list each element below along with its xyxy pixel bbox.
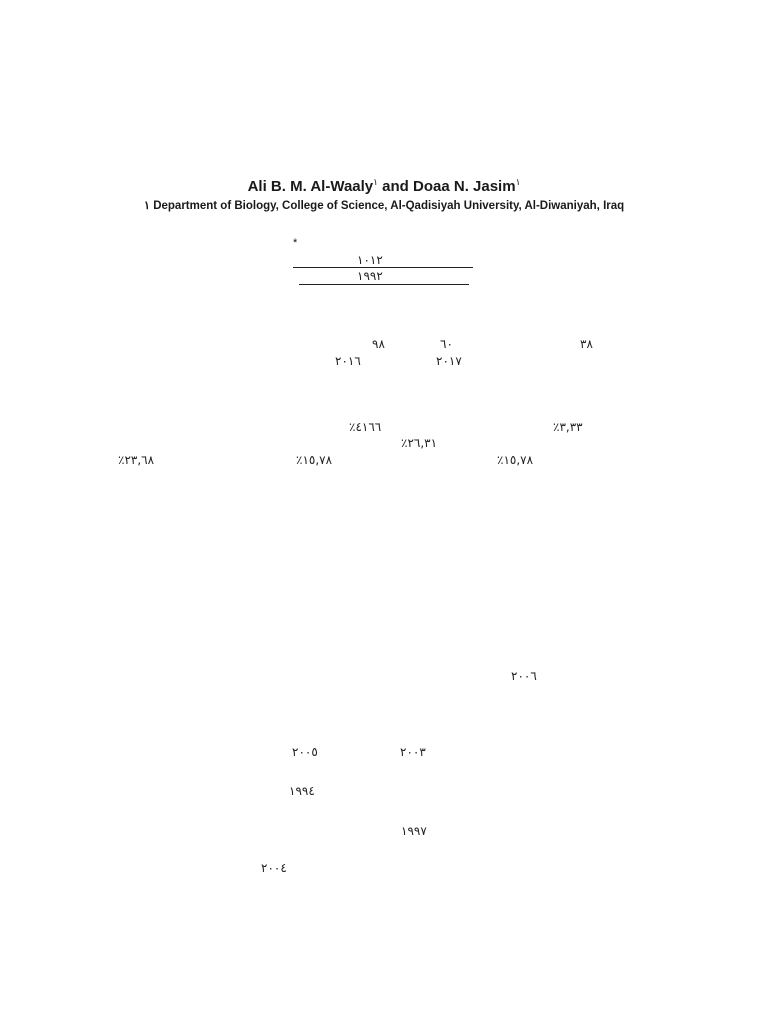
abstract-pct-2631: ٢٦,٣١٪ bbox=[401, 436, 438, 450]
abstract-pct-1578-a: ١٥,٧٨٪ bbox=[296, 453, 333, 467]
ref-year-2003: ٢٠٠٣ bbox=[400, 745, 426, 759]
abstract-pct-4166: ٤١٦٦٪ bbox=[349, 420, 382, 434]
abstract-pct-2368: ٢٣,٦٨٪ bbox=[118, 453, 155, 467]
paper-authors bbox=[0, 178, 768, 194]
affiliation-text: Department of Biology, College of Science, Al-Qadisiyah University, Al-Diwaniyah, Iraq bbox=[153, 200, 625, 212]
affiliation-line bbox=[0, 201, 768, 213]
abstract-num-60: ٦٠ bbox=[440, 337, 453, 351]
ref-year-2005: ٢٠٠٥ bbox=[292, 745, 318, 759]
accepted-number: ١٩٩٢ bbox=[357, 269, 383, 283]
received-rule bbox=[293, 267, 473, 268]
author-2-affil-sup: ١ bbox=[515, 177, 521, 187]
abstract-year-2017: ٢٠١٧ bbox=[436, 354, 462, 368]
received-number: ١٠١٢ bbox=[357, 253, 383, 267]
author-1-affil-sup: ١ bbox=[373, 177, 378, 187]
abstract-num-98: ٩٨ bbox=[372, 337, 385, 351]
ref-year-2006: ٢٠٠٦ bbox=[511, 669, 537, 683]
abstract-year-2016: ٢٠١٦ bbox=[335, 354, 361, 368]
ref-year-1994: ١٩٩٤ bbox=[289, 784, 315, 798]
accepted-rule bbox=[299, 284, 469, 285]
abstract-pct-1578-b: ١٥,٧٨٪ bbox=[497, 453, 534, 467]
author-2: Doaa N. Jasim bbox=[413, 178, 516, 195]
correspondence-mark: * bbox=[293, 237, 298, 249]
affiliation-mark: ١ bbox=[143, 200, 150, 212]
author-1: Ali B. M. Al-Waaly bbox=[247, 178, 374, 195]
author-connector: and bbox=[378, 178, 414, 195]
abstract-pct-333: ٣,٣٣٪ bbox=[553, 420, 583, 434]
ref-year-1997: ١٩٩٧ bbox=[401, 824, 427, 838]
abstract-num-38: ٣٨ bbox=[580, 337, 593, 351]
ref-year-2004: ٢٠٠٤ bbox=[261, 861, 287, 875]
